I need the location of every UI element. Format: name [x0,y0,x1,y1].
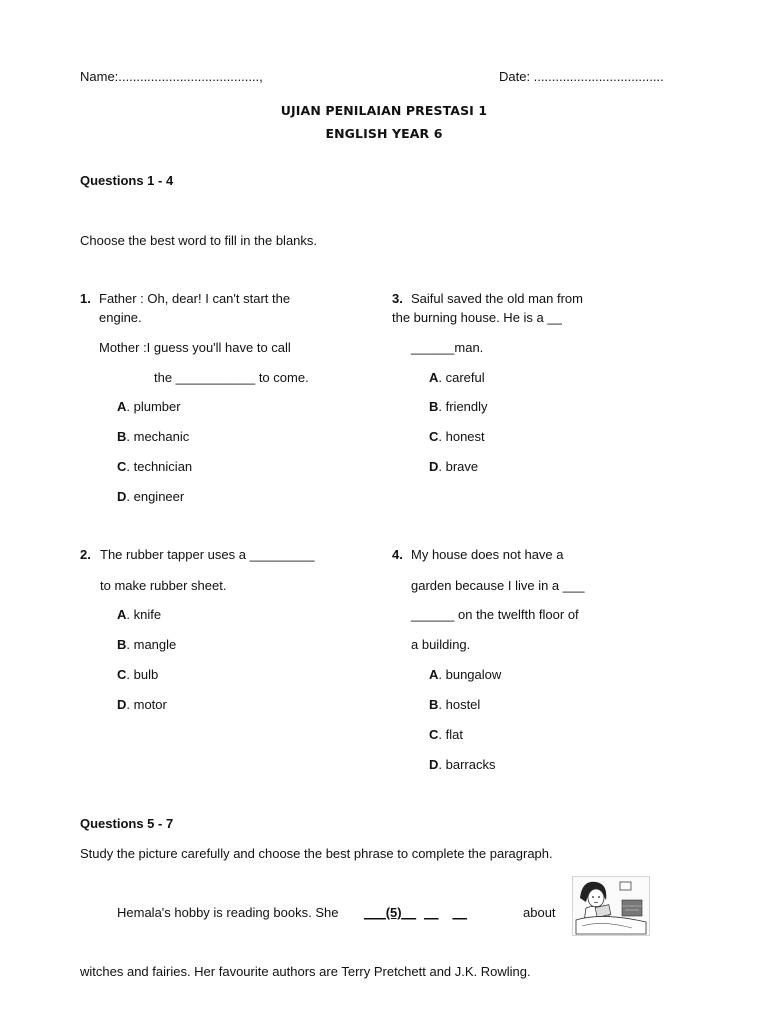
q4-line4: a building. [411,637,471,652]
q4-option-d[interactable] [429,757,495,773]
q3-number: 3. [392,291,403,306]
paragraph-start: Hemala's hobby is reading books. She [117,905,339,920]
option-text: . mangle [126,637,177,652]
q2-line1: The rubber tapper uses a _________ [100,547,315,562]
section2-instruction: Study the picture carefully and choose the best phrase to complete the paragraph. [80,846,553,861]
blank-number: (5) [385,905,402,920]
q3-option-a[interactable] [429,370,485,386]
option-letter: C [429,429,439,444]
q1-option-d[interactable] [117,489,184,505]
q2-line2: to make rubber sheet. [100,578,227,593]
q3-line1: Saiful saved the old man from [411,291,583,306]
q1-line2: engine. [99,310,142,325]
section1-instruction: Choose the best word to fill in the blanks. [80,233,318,248]
option-letter: D [429,757,439,772]
option-letter: D [429,459,439,474]
q2-number: 2. [80,547,91,562]
q4-option-c[interactable] [429,727,463,743]
q3-line2: the burning house. He is a __ [392,310,562,325]
option-text: . careful [438,370,485,385]
section1-heading: Questions 1 - 4 [80,173,174,188]
q3-option-b[interactable] [429,399,488,415]
option-letter: A [429,667,439,682]
option-text: . honest [438,429,485,444]
q3-option-c[interactable] [429,429,485,445]
option-text: . hostel [438,697,481,712]
blank-pre: ___ [364,905,386,920]
blank-tail: __ [452,905,467,920]
option-text: . bulb [126,667,159,682]
q1-number: 1. [80,291,91,306]
paragraph-line2: witches and fairies. Her favourite authors are Terry Pretchett and J.K. Rowling. [80,964,531,979]
name-field-label: Name:......................................., [80,69,263,84]
option-letter: C [117,667,127,682]
option-text: . flat [438,727,463,742]
option-text: . friendly [438,399,488,414]
option-text: . brave [438,459,479,474]
option-text: . barracks [438,757,496,772]
option-letter: B [429,399,439,414]
q4-option-b[interactable] [429,697,480,713]
q1-option-a[interactable] [117,399,181,415]
option-text: . bungalow [438,667,502,682]
q1-option-c[interactable] [117,459,192,475]
exam-title: UJIAN PENILAIAN PRESTASI 1 [280,103,488,118]
q1-line1: Father : Oh, dear! I can't start the [99,291,291,306]
girl-reading-in-bed-illustration [572,876,650,936]
q3-option-d[interactable] [429,459,478,475]
option-letter: D [117,697,127,712]
q4-line3: ______ on the twelfth floor of [411,607,579,622]
option-text: . plumber [126,399,181,414]
q2-option-b[interactable] [117,637,176,653]
option-letter: A [117,607,127,622]
option-letter: A [117,399,127,414]
option-text: . mechanic [126,429,190,444]
paragraph-about: about [523,905,556,920]
q4-option-a[interactable] [429,667,501,683]
blank-extra: __ [424,905,439,920]
option-text: . engineer [126,489,185,504]
blank-5[interactable] [364,905,467,921]
q1-line3: Mother :I guess you'll have to call [99,340,291,355]
exam-subtitle: ENGLISH YEAR 6 [325,126,443,141]
q4-line1: My house does not have a [411,547,564,562]
option-letter: A [429,370,439,385]
option-text: . motor [126,697,167,712]
option-letter: B [117,637,127,652]
section2-heading: Questions 5 - 7 [80,816,174,831]
q4-number: 4. [392,547,403,562]
q2-option-c[interactable] [117,667,158,683]
q2-option-d[interactable] [117,697,167,713]
option-letter: B [117,429,127,444]
q4-line2: garden because I live in a ___ [411,578,585,593]
q3-line3: ______man. [411,340,484,355]
q2-option-a[interactable] [117,607,161,623]
option-text: . technician [126,459,193,474]
blank-post: __ [401,905,417,920]
q1-line4: the ___________ to come. [154,370,309,385]
option-letter: D [117,489,127,504]
q1-option-b[interactable] [117,429,189,445]
option-letter: C [117,459,127,474]
option-letter: C [429,727,439,742]
option-text: . knife [126,607,162,622]
option-letter: B [429,697,439,712]
date-field-label: Date: .................................... [499,69,664,84]
